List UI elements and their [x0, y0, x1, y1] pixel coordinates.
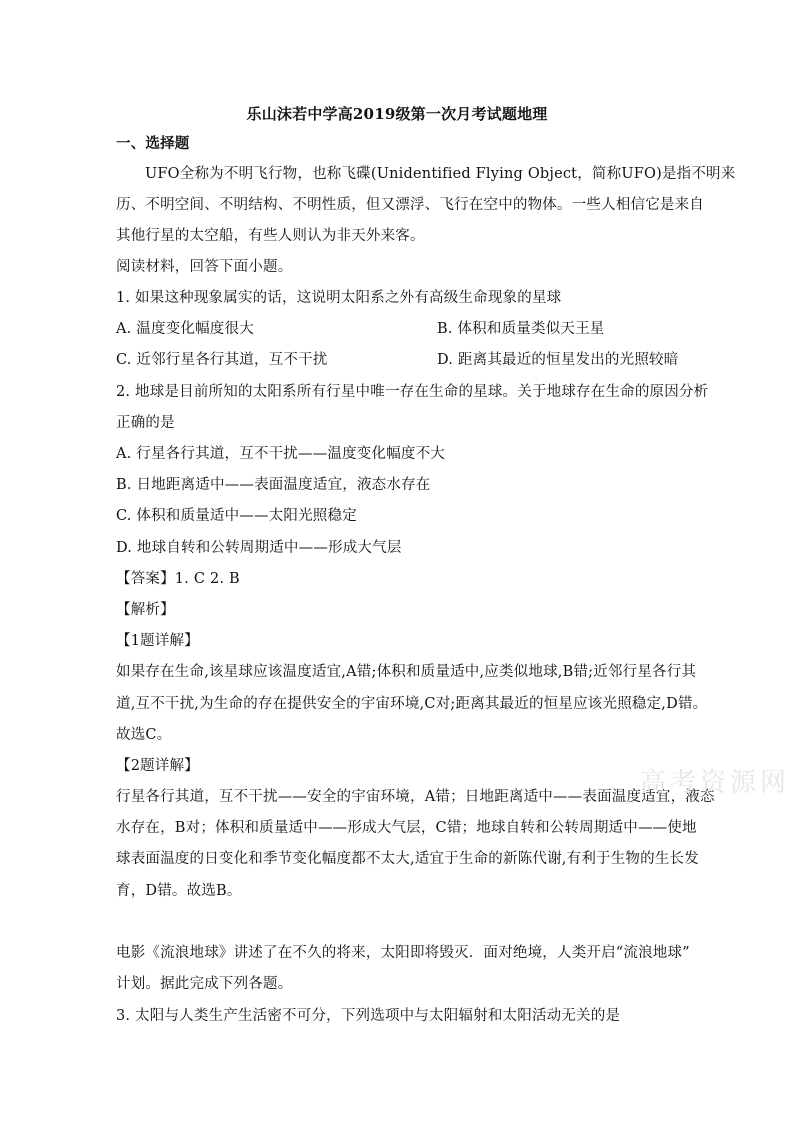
intro-line-3: 其他行星的太空船，有些人则认为非天外来客。: [116, 228, 425, 244]
detail-2-line-4: 育，D错。故选B。: [116, 883, 242, 899]
question-2-stem-line-1: 2. 地球是目前所知的太阳系所有行星中唯一存在生命的星球。关于地球存在生命的原因分析: [116, 384, 709, 400]
question-2-option-d: D. 地球自转和公转周期适中——形成大气层: [116, 540, 402, 556]
section-heading: 一、选择题: [116, 135, 190, 152]
detail-2-line-3: 球表面温度的日变化和季节变化幅度都不太大,适宜于生命的新陈代谢,有利于生物的生长发: [116, 851, 699, 867]
detail-1-line-3: 故选C。: [116, 727, 172, 743]
question-1-option-a: A. 温度变化幅度很大: [116, 321, 254, 337]
question-2-stem-line-2: 正确的是: [116, 415, 175, 431]
detail-1-label: 【1题详解】: [116, 633, 199, 649]
detail-2-line-1: 行星各行其道，互不干扰——安全的宇宙环境，A错；日地距离适中——表面温度适宜，液态: [116, 789, 715, 805]
document-title: 乐山沫若中学高2019级第一次月考试题地理: [246, 105, 548, 123]
answer-line: 【答案】1. C 2. B: [116, 571, 240, 587]
question-2-option-b: B. 日地距离适中——表面温度适宜，液态水存在: [116, 477, 431, 493]
watermark: 高考资源网: [640, 768, 791, 798]
detail-2-line-2: 水存在，B对；体积和质量适中——形成大气层，C错；地球自转和公转周期适中——使地: [116, 820, 697, 836]
passage-2-line-1: 电影《流浪地球》讲述了在不久的将来，太阳即将毁灭．面对绝境，人类开启“流浪地球”: [116, 945, 690, 961]
intro-line-2: 历、不明空间、不明结构、不明性质，但又漂浮、飞行在空中的物体。一些人相信它是来自: [116, 197, 704, 213]
analysis-label: 【解析】: [116, 602, 175, 618]
question-1-option-b: B. 体积和质量类似天王星: [437, 321, 605, 337]
question-1-stem: 1. 如果这种现象属实的话，这说明太阳系之外有高级生命现象的星球: [116, 290, 562, 306]
question-2-option-c: C. 体积和质量适中——太阳光照稳定: [116, 508, 357, 524]
reading-instruction: 阅读材料，回答下面小题。: [116, 259, 293, 275]
question-2-option-a: A. 行星各行其道，互不干扰——温度变化幅度不大: [116, 446, 445, 462]
detail-1-line-2: 道,互不干扰,为生命的存在提供安全的宇宙环境,C对;距离其最近的恒星应该光照稳定,D错。: [116, 696, 708, 712]
detail-1-line-1: 如果存在生命,该星球应该温度适宜,A错;体积和质量适中,应类似地球,B错;近邻行星各行其: [116, 664, 697, 680]
intro-line-1: UFO全称为不明飞行物，也称飞碟(Unidentified Flying Object，简称UFO)是指不明来: [145, 166, 736, 182]
question-1-option-d: D. 距离其最近的恒星发出的光照较暗: [437, 352, 679, 368]
passage-2-line-2: 计划。据此完成下列各题。: [116, 976, 293, 992]
question-1-option-c: C. 近邻行星各行其道，互不干扰: [116, 352, 328, 368]
question-3-stem: 3. 太阳与人类生产生活密不可分，下列选项中与太阳辐射和太阳活动无关的是: [116, 1008, 621, 1024]
detail-2-label: 【2题详解】: [116, 758, 199, 774]
